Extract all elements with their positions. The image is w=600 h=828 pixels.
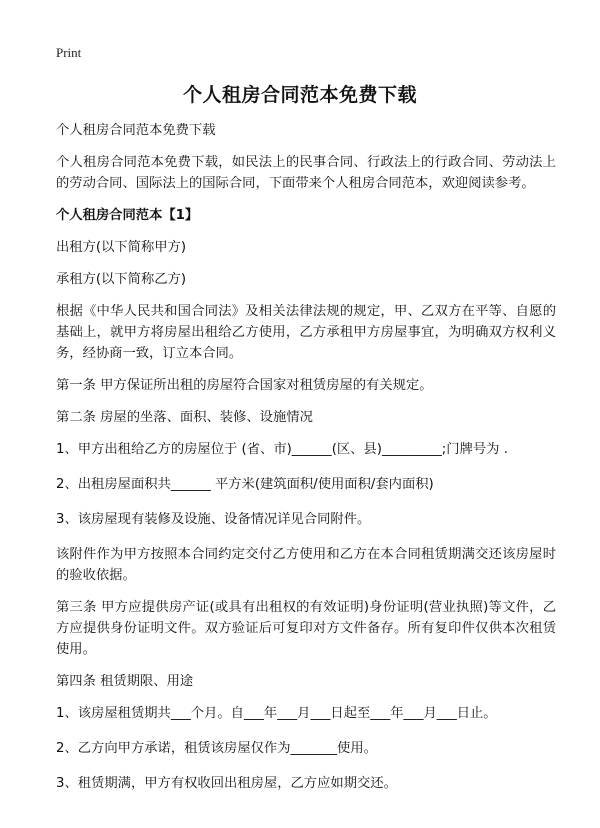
document-body — [56, 120, 556, 808]
article-1: 第一条 甲方保证所出租的房屋符合国家对租赁房屋的有关规定。 — [56, 378, 433, 393]
intro-paragraph: 个人租房合同范本免费下载，如民法上的民事合同、行政法上的行政合同、劳动法上的劳动合同、国际法上的国际合同，下面带来个人租房合同范本，欢迎阅读参考。 — [56, 155, 556, 191]
document-title: 个人租房合同范本免费下载 — [182, 84, 417, 106]
section-heading: 个人租房合同范本【1】 — [56, 208, 199, 223]
lessee-line: 承租方(以下简称乙方) — [56, 272, 187, 287]
article-2-item-3: 3、该房屋现有装修及设施、设备情况详见合同附件。 — [56, 512, 371, 527]
article-4-heading: 第四条 租赁期限、用途 — [56, 674, 194, 689]
print-label[interactable]: Print — [56, 45, 82, 60]
article-2-heading: 第二条 房屋的坐落、面积、装修、设施情况 — [56, 410, 313, 425]
article-2-note: 该附件作为甲方按照本合同约定交付乙方使用和乙方在本合同租赁期满交还该房屋时的验收依据。 — [56, 547, 556, 583]
subtitle: 个人租房合同范本免费下载 — [56, 123, 216, 138]
article-2-item-1: 1、甲方出租给乙方的房屋位于 (省、市)______(区、县)_________;门牌号为 . — [56, 442, 508, 457]
article-4-item-1: 1、该房屋租赁期共___个月。自___年___月___日起至___年___月___日止。 — [56, 706, 497, 721]
preamble-paragraph: 根据《中华人民共和国合同法》及相关法律法规的规定，甲、乙双方在平等、自愿的基础上，就甲方将房屋出租给乙方使用，乙方承租甲方房屋事宜，为明确双方权利义务，经协商一致，订立本合同。 — [56, 304, 556, 361]
article-4-item-3: 3、租赁期满，甲方有权收回出租房屋，乙方应如期交还。 — [56, 776, 397, 791]
lessor-line: 出租方(以下简称甲方) — [56, 240, 187, 255]
article-3: 第三条 甲方应提供房产证(或具有出租权的有效证明)身份证明(营业执照)等文件，乙方应提供身份证明文件。双方验证后可复印对方文件备存。所有复印件仅供本次租赁使用。 — [56, 600, 556, 657]
article-4-item-2: 2、乙方向甲方承诺，租赁该房屋仅作为_______使用。 — [56, 741, 377, 756]
article-2-item-2: 2、出租房屋面积共______ 平方米(建筑面积/使用面积/套内面积) — [56, 477, 434, 492]
